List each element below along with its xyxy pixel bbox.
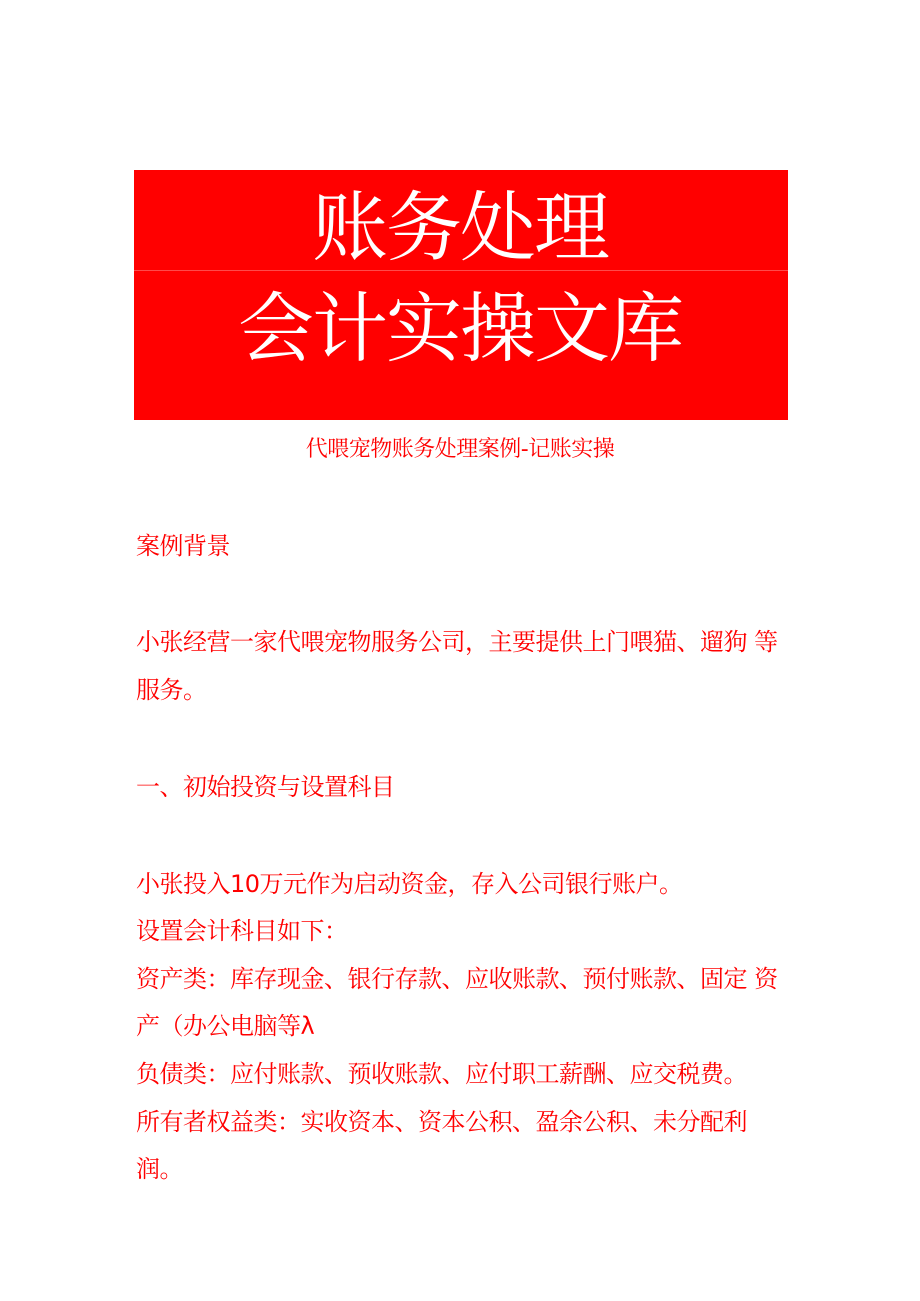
equity-line2: 润。 <box>136 1155 183 1183</box>
document-subtitle: 代喂宠物账务处理案例-记账实操 <box>305 437 615 462</box>
intro-paragraph-line1: 小张经营一家代喂宠物服务公司，主要提供上门喂猫、遛狗 等 <box>136 628 778 656</box>
heading-section-1: 一、初始投资与设置科目 <box>136 773 395 801</box>
banner-title-line2: 会计实操文库 <box>238 284 682 373</box>
liabilities-line: 负债类：应付账款、预收账款、应付职工薪酬、应交税费。 <box>136 1060 747 1088</box>
heading-case-background: 案例背景 <box>136 532 230 560</box>
assets-line1: 资产类：库存现金、银行存款、应收账款、预付账款、固定 资 <box>136 965 778 993</box>
equity-line1: 所有者权益类：实收资本、资本公积、盈余公积、未分配利 <box>136 1108 747 1136</box>
intro-paragraph-line2: 服务。 <box>136 676 207 704</box>
assets-line2: 产（办公电脑等λ <box>136 1012 315 1040</box>
setup-paragraph: 设置会计科目如下： <box>136 917 348 945</box>
banner-title-line1: 账务处理 <box>312 183 608 272</box>
invest-paragraph: 小张投入10万元作为启动资金，存入公司银行账户。 <box>136 870 683 898</box>
